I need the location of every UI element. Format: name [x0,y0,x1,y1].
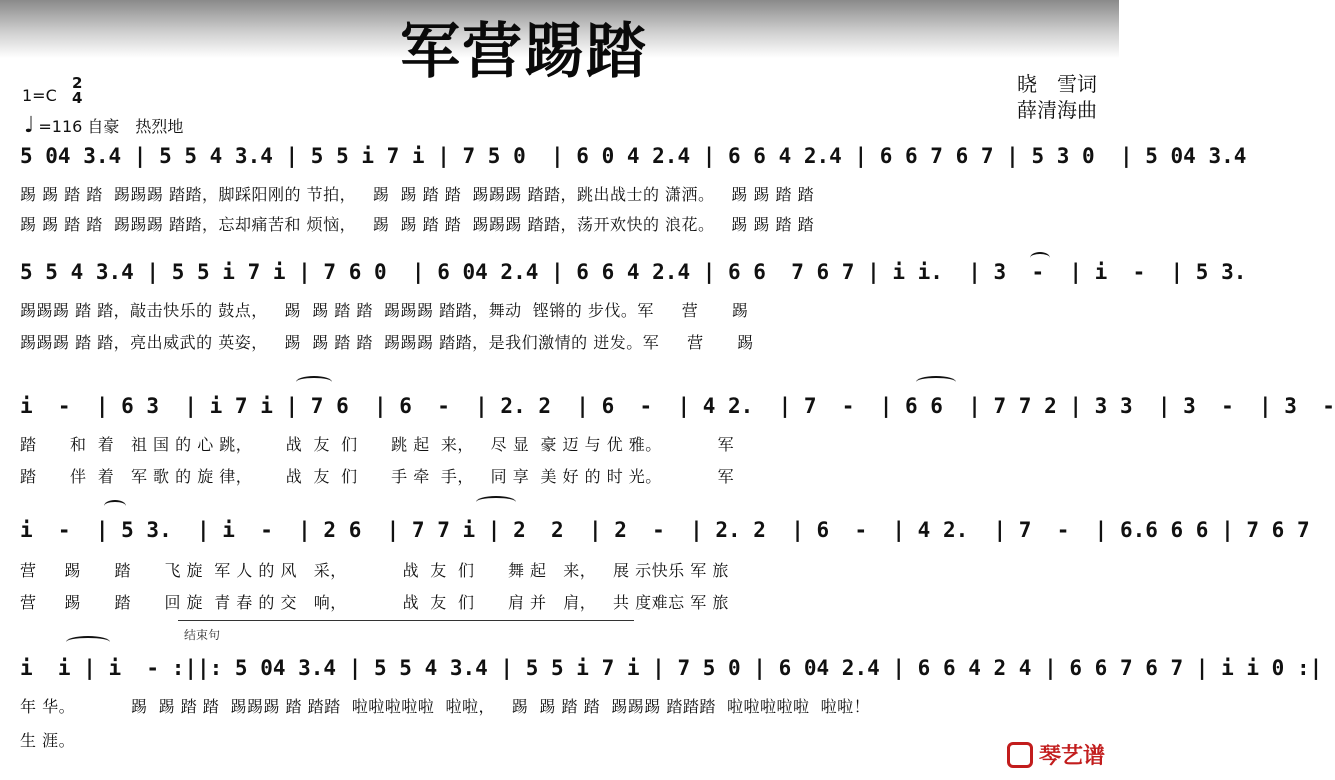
site-watermark [1007,739,1105,770]
lyric-line-1b: 踢 踢 踏 踏 踢踢踢 踏踏，忘却痛苦和 烦恼， 踢 踢 踏 踏 踢踢踢 踏踏，荡开欢快的 浪花。 踢 踢 踏 踏 [20,215,815,234]
time-signature [72,76,82,106]
tempo-text: =116 自豪 热烈地 [38,117,184,136]
lyric-line-1a: 踢 踢 踏 踏 踢踢踢 踏踏，脚踩阳刚的 节拍， 踢 踢 踏 踏 踢踢踢 踏踏，跳出战士的 潇洒。 踢 踢 踏 踏 [20,185,815,204]
time-signature-top: 2 [72,74,83,92]
lyric-line-3a: 踏 和 着 祖 国 的 心 跳， 战 友 们 跳 起 来， 尽 显 豪 迈 与 优 雅。 军 [20,435,735,454]
watermark-text: 琴艺谱 [1038,744,1105,769]
key-signature: 1=C [22,86,57,105]
slur-mark [66,636,110,648]
slur-mark [296,376,332,388]
ending-bracket [178,620,634,621]
quarter-note-icon: ♩ [24,112,35,138]
slur-mark [916,376,956,388]
lyric-line-3b: 踏 伴 着 军 歌 的 旋 律， 战 友 们 手 牵 手， 同 享 美 好 的 时 光。 军 [20,467,735,486]
notation-line-3: i - | 6 3 | i 7 i | 7 6 | 6 - | 2. 2 | 6 - | 4 2. | 7 - | 6 6 | 7 7 2 | 3 3 | 3 - | 3 - [20,394,1335,418]
notation-line-1: 5 04 3.4 | 5 5 4 3.4 | 5 5 i 7 i | 7 5 0 | 6 0 4 2.4 | 6 6 4 2.4 | 6 6 7 6 7 | 5 3 0 | 5 04 3.4 [20,144,1247,168]
lyric-line-2a: 踢踢踢 踏 踏，敲击快乐的 鼓点， 踢 踢 踏 踏 踢踢踢 踏踏，舞动 铿锵的 步伐。军 营 踢 [20,301,749,320]
lyricist-credit: 晓 雪词 [1017,72,1097,96]
song-title: 军营踢踏 [400,17,648,87]
lyric-line-4b: 营 踢 踏 回 旋 青 春 的 交 响， 战 友 们 肩 并 肩， 共 度难忘 军 旅 [20,593,729,612]
slur-mark [476,496,516,508]
ending-label: 结束句 [184,628,221,642]
notation-line-4: i - | 5 3. | i - | 2 6 | 7 7 i | 2 2 | 2 - | 2. 2 | 6 - | 4 2. | 7 - | 6.6 6 6 | 7 6 7 [20,518,1310,542]
composer-credit: 薛清海曲 [1017,98,1097,122]
notation-line-2: 5 5 4 3.4 | 5 5 i 7 i | 7 6 0 | 6 04 2.4 | 6 6 4 2.4 | 6 6 7 6 7 | i i. | 3 - | i - | 5 3. [20,260,1247,284]
lyric-line-5b: 生 涯。 [20,731,76,750]
tempo-marking [24,114,183,137]
tie-mark [1030,252,1050,264]
lyric-line-2b: 踢踢踢 踏 踏，亮出威武的 英姿， 踢 踢 踏 踏 踢踢踢 踏踏，是我们激情的 迸发。军 营 踢 [20,333,754,352]
notation-line-5: i i | i - :||: 5 04 3.4 | 5 5 4 3.4 | 5 5 i 7 i | 7 5 0 | 6 04 2.4 | 6 6 4 2 4 | 6 6 7 6 7 | i i 0 :| [20,656,1323,680]
lyric-line-4a: 营 踢 踏 飞 旋 军 人 的 风 采， 战 友 们 舞 起 来， 展 示快乐 军 旅 [20,561,729,580]
tie-mark [104,500,126,512]
lyric-line-5a: 年 华。 踢 踢 踏 踏 踢踢踢 踏 踏踏 啦啦啦啦啦 啦啦， 踢 踢 踏 踏 踢踢踢 踏踏踏 啦啦啦啦啦 啦啦！ [20,697,871,716]
time-signature-bottom: 4 [72,89,83,107]
watermark-logo-icon [1007,742,1033,768]
